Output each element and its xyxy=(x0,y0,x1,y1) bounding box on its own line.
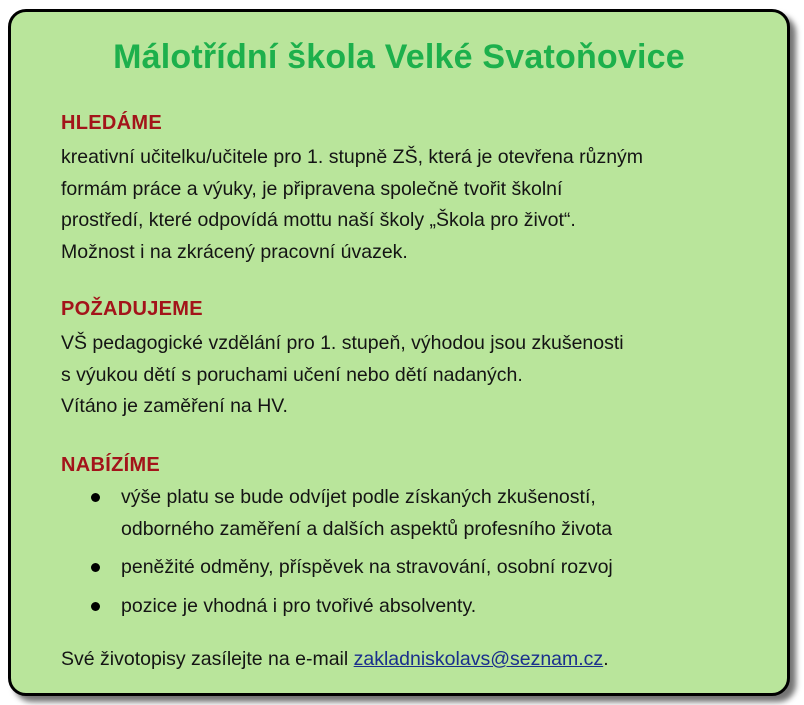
bullet-icon xyxy=(91,493,100,502)
section-heading-hledame: HLEDÁME xyxy=(61,112,162,134)
list-item-line: odborného zaměření a dalších aspektů profesního života xyxy=(121,517,613,540)
bullet-icon xyxy=(91,602,100,611)
email-link[interactable]: zakladniskolavs@seznam.cz xyxy=(353,648,604,670)
job-posting-card xyxy=(8,9,790,696)
hledame-text xyxy=(61,142,643,268)
pozadujeme-line: Vítáno je zaměření na HV. xyxy=(61,395,288,417)
list-item xyxy=(61,591,613,623)
contact-text: Své životopisy zasílejte na e-mail xyxy=(61,648,354,670)
contact-suffix: . xyxy=(603,648,609,670)
list-item xyxy=(61,552,613,584)
nabizime-list xyxy=(61,482,613,629)
list-item-line: výše platu se bude odvíjet podle získaných zkušeností, xyxy=(121,486,596,508)
hledame-line: prostředí, které odpovídá mottu naší školy „Škola pro život“. xyxy=(61,209,576,231)
list-item-line: peněžité odměny, příspěvek na stravování, osobní rozvoj xyxy=(121,556,613,578)
hledame-line: formám práce a výuky, je připravena společně tvořit školní xyxy=(61,177,563,200)
section-heading-nabizime: NABÍZÍME xyxy=(61,454,161,476)
pozadujeme-line: VŠ pedagogické vzdělání pro 1. stupeň, výhodou jsou zkušenosti xyxy=(61,332,624,354)
pozadujeme-line: s výukou dětí s poruchami učení nebo dětí nadaných. xyxy=(61,363,523,386)
section-heading-pozadujeme: POŽADUJEME xyxy=(61,298,203,320)
list-item xyxy=(61,482,613,545)
pozadujeme-text xyxy=(61,328,624,423)
list-item-line: pozice je vhodná i pro tvořivé absolventy. xyxy=(121,594,477,617)
page-title: Málotřídní škola Velké Svatoňovice xyxy=(113,38,685,76)
contact-line xyxy=(61,644,609,676)
hledame-line: Možnost i na zkrácený pracovní úvazek. xyxy=(61,240,408,263)
bullet-icon xyxy=(91,563,100,572)
hledame-line: kreativní učitelku/učitele pro 1. stupně ZŠ, která je otevřena různým xyxy=(61,146,644,168)
